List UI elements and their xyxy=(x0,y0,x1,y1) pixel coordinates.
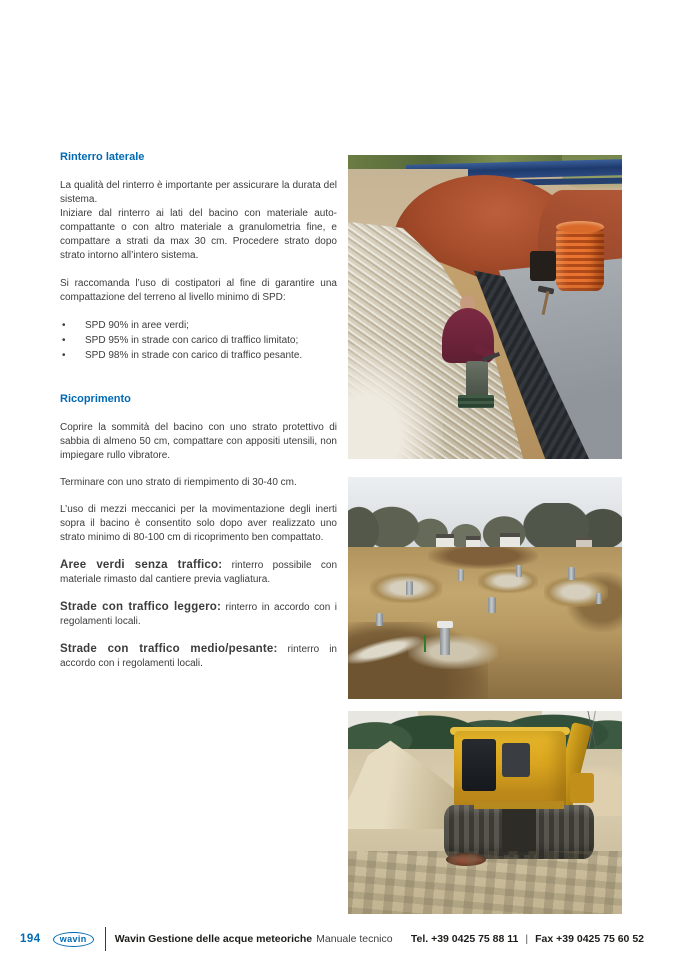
bullet-item: • SPD 98% in strade con carico di traffico pesante. xyxy=(60,348,337,363)
counterweight xyxy=(570,773,594,803)
fax-number: Fax +39 0425 75 60 52 xyxy=(535,933,644,945)
document-title-bold: Wavin Gestione delle acque meteoriche xyxy=(114,933,313,945)
contact-info xyxy=(411,933,644,945)
green-marker-stick xyxy=(424,635,426,652)
compactor-base xyxy=(458,395,494,408)
paragraph: Coprire la sommità del bacino con uno strato protettivo di sabbia di almeno 50 cm, compattare con appositi utensili, non impiegare rullo vibratore. xyxy=(60,422,337,461)
spd-bullet-list xyxy=(60,318,337,363)
pipe-riser xyxy=(458,569,464,581)
bullet-item: • SPD 90% in aree verdi; xyxy=(60,318,337,333)
lead-paragraph xyxy=(60,642,337,671)
corrugated-pipe xyxy=(556,225,604,291)
dark-pit xyxy=(530,251,556,281)
tel-number: Tel. +39 0425 75 88 11 xyxy=(410,933,519,945)
construction-field-risers-photo xyxy=(348,477,622,699)
lead-text: rinterro in accordo con i regolamenti locali. xyxy=(60,644,337,669)
tel-fax-separator: | xyxy=(525,933,529,945)
excavator-sand-cover-photo xyxy=(348,711,622,914)
bullet-item: • SPD 95% in strade con carico di traffico limitato; xyxy=(60,333,337,348)
corrugated-pipe-top xyxy=(556,221,604,233)
section-ricoprimento xyxy=(60,393,337,671)
pipe-riser xyxy=(406,581,413,595)
gravel-pit xyxy=(478,569,538,593)
lead-paragraph xyxy=(60,558,337,587)
house xyxy=(500,533,520,548)
section-rinterro-laterale xyxy=(60,151,337,363)
wavin-logo: wavin xyxy=(53,932,94,947)
document-title xyxy=(115,933,393,945)
lead-label: Aree verdi senza traffico: xyxy=(60,559,223,571)
cab-window xyxy=(462,739,496,791)
worker xyxy=(442,295,504,420)
lead-paragraph xyxy=(60,600,337,629)
track-gap xyxy=(502,809,536,855)
pipe-riser xyxy=(488,597,496,613)
paragraph: Terminare con uno strato di riempimento di 30-40 cm. xyxy=(60,477,297,488)
paragraph: La qualità del rinterro è importante per assicurare la durata del sistema. xyxy=(60,180,337,205)
white-rubble xyxy=(348,344,443,459)
trench-side-compaction-photo xyxy=(348,155,622,459)
paragraph: Iniziare dal rinterro ai lati del bacino con materiale auto-compattante o con altro materiale a granulometria fine, e compattare a strati da max 30 cm. Procedere strato dopo strato intorno all’intero sistema. xyxy=(60,208,337,261)
pipe-riser xyxy=(596,593,602,604)
lead-text: rinterro possibile con materiale rimasto dal cantiere previa vagliatura. xyxy=(60,560,337,585)
excavator xyxy=(444,723,594,863)
lead-text: rinterro in accordo con i regolamenti locali. xyxy=(60,602,337,627)
track-marks xyxy=(348,851,622,914)
paragraph: L’uso di mezzi meccanici per la movimentazione degli inerti sopra il bacino è consentito solo dopo aver realizzato uno strato minimo di 80-100 cm di ricoprimento ben compattato. xyxy=(60,504,337,543)
pipe-riser xyxy=(376,613,383,626)
house xyxy=(436,534,454,548)
cab-window xyxy=(502,743,530,777)
paragraph: Si raccomanda l’uso di costipatori al fine di garantire una compattazione del terreno al livello minimo di SPD: xyxy=(60,278,337,303)
pipe-cap xyxy=(437,621,453,628)
lead-label: Strade con traffico leggero: xyxy=(60,601,221,613)
pipe-riser xyxy=(516,565,522,577)
pipe-riser-large xyxy=(440,625,450,655)
pipe-riser xyxy=(568,567,575,580)
section-heading: Rinterro laterale xyxy=(60,151,145,163)
plate-compactor xyxy=(466,361,488,399)
page-number: 194 xyxy=(20,933,41,945)
track-frame xyxy=(474,801,564,809)
page-footer xyxy=(0,924,677,954)
lead-label: Strade con traffico medio/pesante: xyxy=(60,643,278,655)
document-title-regular: Manuale tecnico xyxy=(316,933,393,945)
footer-divider xyxy=(105,927,106,951)
section-heading: Ricoprimento xyxy=(60,393,131,405)
